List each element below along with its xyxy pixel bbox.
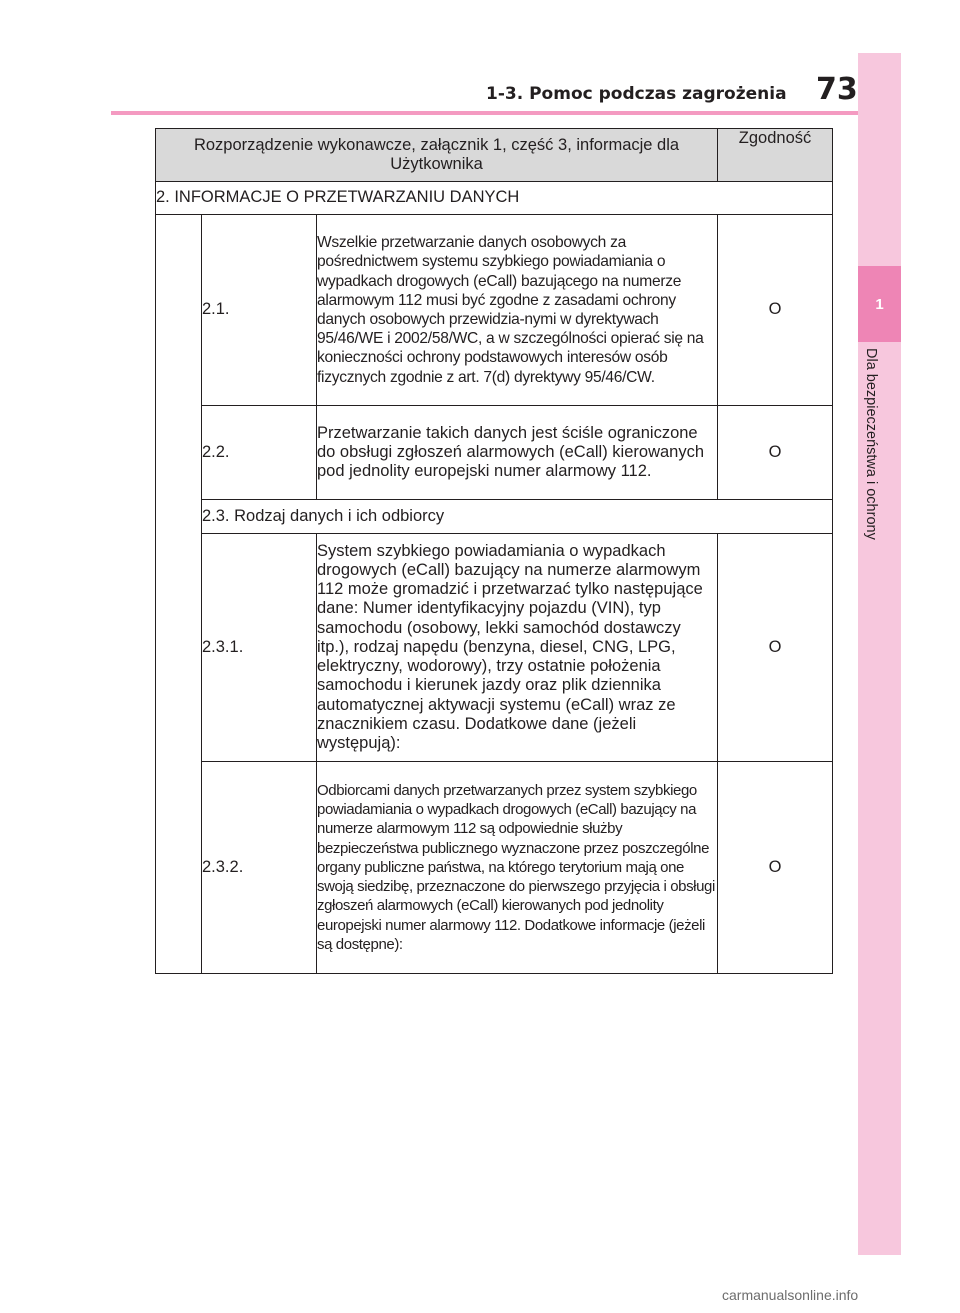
header-divider [111, 111, 859, 115]
table-section-title: 2. INFORMACJE O PRZETWARZANIU DANYCH [156, 182, 833, 215]
row-description: Odbiorcami danych przetwarzanych przez system szybkiego powiadamiania o wypadkach drogowych (eCall) bazujący na numerze alarmowym 112 są odpowiednie służby bezpieczeństwa publicznego wyznaczone przez poszczególne organy publiczne państwa, na którego terytorium mają one swoją siedzibę, przeznaczone do pierwszego przyjęcia i obsługi zgłoszeń alarmowych (eCall) kierowanych pod jednolity europejski numer alarmowy 112. Dodatkowe informacje (jeżeli są dostępne): [317, 762, 718, 974]
table-header-compliance: Zgodność [718, 129, 833, 182]
row-number: 2.2. [202, 406, 317, 500]
table-row [156, 215, 833, 406]
row-compliance-mark: O [718, 762, 833, 974]
row-number: 2.1. [202, 215, 317, 406]
table-section-row [156, 182, 833, 215]
table-subsection-title: 2.3. Rodzaj danych i ich odbiorcy [202, 500, 833, 534]
row-compliance-mark: O [718, 406, 833, 500]
table-header-regulation: Rozporządzenie wykonawcze, załącznik 1, część 3, informacje dla Użytkownika [156, 129, 718, 182]
page-number: 73 [816, 72, 858, 107]
chapter-tab[interactable] [858, 266, 901, 342]
chapter-side-strip [858, 53, 901, 1255]
watermark-text: carmanualsonline.info [722, 1287, 859, 1303]
row-number: 2.3.2. [202, 762, 317, 974]
chapter-number: 1 [875, 295, 884, 313]
compliance-table [155, 128, 833, 974]
table-row [156, 762, 833, 974]
row-description: System szybkiego powiadamiania o wypadkach drogowych (eCall) bazujący na numerze alarmowym 112 może gromadzić i przetwarzać tylko następujące dane: Numer identyfikacyjny pojazdu (VIN), typ samochodu (osobowy, lekki samochód dostawczy itp.), rodzaj napędu (benzyna, diesel, CNG, LPG, elektryczny, wodorowy), trzy ostatnie położenia samochodu i kierunek jazdy oraz plik dziennika automatycznej aktywacji systemu (eCall) wraz ze znacznikiem czasu. Dodatkowe dane (jeżeli występują): [317, 534, 718, 762]
chapter-title: Dla bezpieczeństwa i ochrony [863, 348, 879, 540]
section-title: 1-3. Pomoc podczas zagrożenia [486, 84, 787, 104]
table-indent-cell [156, 215, 202, 974]
table-header-row [156, 129, 833, 182]
table-row [156, 406, 833, 500]
row-number: 2.3.1. [202, 534, 317, 762]
row-compliance-mark: O [718, 534, 833, 762]
table-row [156, 534, 833, 762]
table-subsection-row [156, 500, 833, 534]
row-description: Wszelkie przetwarzanie danych osobowych za pośrednictwem systemu szybkiego powiadamiania o wypadkach drogowych (eCall) bazującego na numerze alarmowym 112 musi być zgodne z zasadami ochrony danych osobowych przewidzia-nymi w dyrektywach 95/46/WE i 2002/58/WC, a w szczególności opierać się na konieczności ochrony podstawowych interesów osób fizycznych zgodnie z art. 7(d) dyrektywy 95/46/CW. [317, 215, 718, 406]
row-description: Przetwarzanie takich danych jest ściśle ograniczone do obsługi zgłoszeń alarmowych (eCall) kierowanych pod jednolity europejski numer alarmowy 112. [317, 406, 718, 500]
row-compliance-mark: O [718, 215, 833, 406]
